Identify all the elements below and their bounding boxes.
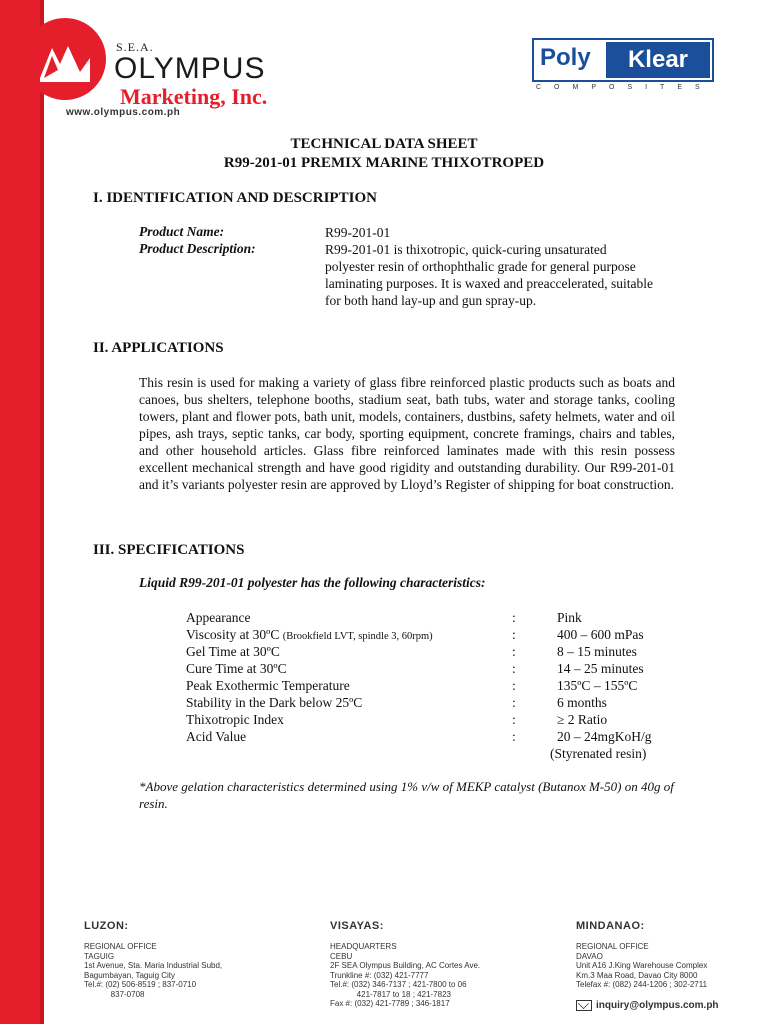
section-applications-heading: II. APPLICATIONS: [93, 340, 224, 356]
footer-luzon: [84, 920, 222, 999]
spec-colon: :: [512, 695, 516, 710]
footer-region-label: VISAYAS:: [330, 920, 384, 932]
spec-value: 135ºC – 155ºC: [557, 678, 638, 693]
olympus-logo-mark: [24, 18, 106, 100]
brand-name: OLYMPUS: [114, 52, 266, 85]
gelation-footnote: *Above gelation characteristics determined using 1% v/w of MEKP catalyst (Butanox M-50) on 40g of resin.: [139, 779, 674, 811]
spec-name: Appearance: [186, 610, 251, 625]
left-red-stripe-edge: [40, 0, 44, 1024]
spec-colon: :: [512, 610, 516, 625]
product-name-value: R99-201-01: [325, 225, 391, 240]
spec-colon: :: [512, 661, 516, 676]
spec-value: 20 – 24mgKoH/g: [557, 729, 652, 744]
spec-colon: :: [512, 729, 516, 744]
footer-line: REGIONAL OFFICE: [576, 942, 649, 951]
document-subtitle: R99-201-01 PREMIX MARINE THIXOTROPED: [223, 155, 545, 171]
polyklear-klear: Klear: [606, 42, 710, 78]
spec-name: Cure Time at 30ºC: [186, 661, 287, 676]
footer-line: HEADQUARTERS: [330, 942, 397, 951]
spec-name: Gel Time at 30ºC: [186, 644, 280, 659]
section-identification-heading: I. IDENTIFICATION AND DESCRIPTION: [93, 190, 377, 206]
footer-line: 421-7817 to 18 ; 421-7823: [330, 989, 451, 999]
footer-line: DAVAO: [576, 951, 603, 961]
product-description-value: R99-201-01 is thixotropic, quick-curing unsaturated polyester resin of orthophthalic grade for general purpose laminating purposes. It is waxed and preaccelerated, suitable for both hand lay-up and gun spray-up.: [325, 242, 654, 308]
brand-sea: S.E.A.: [116, 40, 154, 54]
product-description-label: Product Description:: [139, 241, 256, 256]
spec-row: [186, 712, 686, 729]
acid-value-note: (Styrenated resin): [550, 746, 647, 761]
polyklear-poly: Poly: [540, 44, 591, 71]
spec-colon: :: [512, 627, 516, 642]
envelope-icon: [576, 1000, 592, 1011]
product-name-label: Product Name:: [139, 224, 225, 239]
spec-value: 6 months: [557, 695, 607, 710]
spec-row: [186, 644, 686, 661]
spec-value: 14 – 25 minutes: [557, 661, 644, 676]
spec-colon: :: [512, 678, 516, 693]
footer-line: Tel.#: (02) 506-8519 ; 837-0710: [84, 980, 197, 989]
spec-name: Viscosity at 30ºC (Brookfield LVT, spindle 3, 60rpm): [186, 627, 433, 642]
spec-value: ≥ 2 Ratio: [557, 712, 608, 727]
spec-row: [186, 627, 686, 644]
email-contact[interactable]: [576, 1000, 719, 1011]
footer-line: REGIONAL OFFICE: [84, 942, 157, 951]
footer-region-label: LUZON:: [84, 920, 129, 932]
spec-row: [186, 678, 686, 695]
spec-value: Pink: [557, 610, 582, 625]
footer-line: 1st Avenue, Sta. Maria Industrial Subd,: [84, 961, 223, 970]
spec-row-sub: [186, 746, 686, 763]
footer-line: 837-0708: [84, 989, 145, 999]
spec-row: [186, 695, 686, 712]
spec-colon: :: [512, 712, 516, 727]
spec-row: [186, 610, 686, 627]
email-address: inquiry@olympus.com.ph: [596, 1000, 719, 1011]
footer-line: CEBU: [330, 951, 353, 961]
document-title: TECHNICAL DATA SHEET: [290, 136, 478, 152]
applications-body: This resin is used for making a variety of glass fibre reinforced plastic products such as boats and canoes, bus shelters, telephone booths, stadium seat, bath tubs, water and storage tanks, cooling towers, plant and flower pots, bath unit, models, containers, dustbins, safety helmets, water and oil pipes, ash trays, septic tanks, car body, sporting equipment, concrete framings, chairs and tables, and other household articles. Glass fibre reinforced laminates made with this resin possess excellent mechanical strength and have good rigidity and outstanding durability. Our R99-201-01 and it’s variants polyester resin are approved by Lloyd’s Register of shipping for boat construction.: [139, 375, 675, 492]
spec-value: 8 – 15 minutes: [557, 644, 637, 659]
footer-mindanao: [576, 920, 707, 990]
footer-line: Km.3 Maa Road, Davao City 8000: [576, 970, 698, 980]
footer-line: Fax #: (032) 421-7789 ; 346-1817: [330, 999, 450, 1008]
spec-name: Peak Exothermic Temperature: [186, 678, 350, 693]
spec-row: [186, 729, 686, 746]
footer-line: Bagumbayan, Taguig City: [84, 970, 176, 980]
polyklear-composites: COMPOSITES: [536, 84, 713, 91]
footer-line: Unit A16 J.King Warehouse Complex: [576, 961, 708, 970]
footer-line: Telefax #: (082) 244-1206 ; 302-2711: [576, 980, 708, 989]
spec-name: Stability in the Dark below 25ºC: [186, 695, 363, 710]
spec-colon: :: [512, 644, 516, 659]
left-red-stripe: [0, 0, 40, 1024]
footer-region-label: MINDANAO:: [576, 920, 645, 932]
polyklear-logo: [532, 38, 712, 96]
footer-line: Tel.#: (032) 346-7137 ; 421-7800 to 06: [330, 980, 467, 989]
website-link[interactable]: www.olympus.com.ph: [66, 107, 181, 118]
footer-line: TAGUIG: [84, 951, 115, 961]
footer-visayas: [330, 920, 480, 1009]
footer-line: Trunkline #: (032) 421-7777: [330, 970, 429, 980]
specifications-intro: Liquid R99-201-01 polyester has the following characteristics:: [139, 575, 486, 590]
spec-name: Acid Value: [186, 729, 247, 744]
section-specifications-heading: III. SPECIFICATIONS: [93, 542, 245, 558]
spec-value: 400 – 600 mPas: [557, 627, 644, 642]
mountain-icon: [40, 38, 90, 82]
footer-line: 2F SEA Olympus Building, AC Cortes Ave.: [330, 961, 481, 970]
spec-row: [186, 661, 686, 678]
polyklear-logo-box: [532, 38, 714, 82]
brand-tagline: Marketing, Inc.: [120, 84, 268, 109]
spec-name: Thixotropic Index: [186, 712, 284, 727]
